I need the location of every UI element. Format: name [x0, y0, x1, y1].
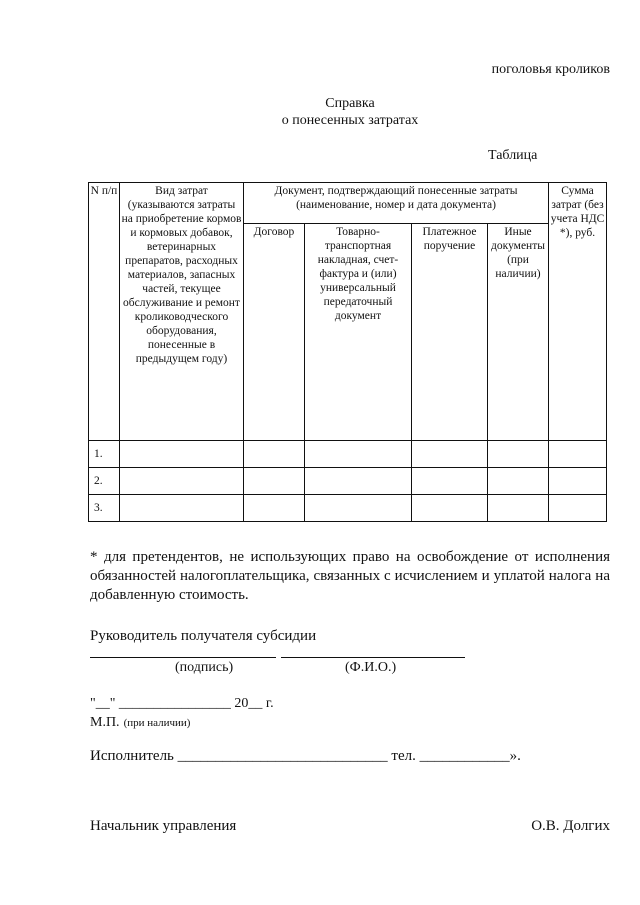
phone-line: ____________».	[419, 748, 521, 764]
stamp-note: (при наличии)	[123, 717, 191, 729]
header-other-docs: Иные документы (при наличии)	[488, 224, 549, 441]
table-cell	[488, 468, 549, 495]
date-line: "__" ________________ 20__ г.	[90, 696, 274, 711]
document-title: Справка	[325, 96, 375, 111]
executor-label: Исполнитель	[90, 748, 174, 764]
table-cell	[549, 441, 607, 468]
table-cell	[305, 495, 412, 522]
table-label: Таблица	[488, 148, 538, 163]
footnote: * для претендентов, не использующих право на освобождение от исполнения обязанностей налогоплательщика, связанных с исчислением и уплатой налога на добавленную стоимость.	[90, 549, 610, 603]
header-payment-order: Платежное поручение	[412, 224, 488, 441]
table-cell	[120, 495, 244, 522]
phone-label: тел.	[391, 748, 416, 764]
executor-line: ____________________________	[177, 748, 388, 764]
costs-table	[88, 182, 607, 522]
chief-title: Начальник управления	[90, 818, 237, 834]
table-row	[89, 468, 607, 495]
row-number: 2.	[89, 468, 120, 495]
signature-caption: (подпись)	[175, 660, 234, 675]
table-cell	[120, 441, 244, 468]
header-note: поголовья кроликов	[491, 62, 610, 77]
table-row	[89, 495, 607, 522]
name-caption: (Ф.И.О.)	[345, 660, 397, 675]
chief-name: О.В. Долгих	[531, 818, 610, 834]
header-sum: Сумма затрат (без учета НДС *), руб.	[549, 183, 607, 441]
table-cell	[412, 468, 488, 495]
table-cell	[549, 468, 607, 495]
table-cell	[244, 441, 305, 468]
table-cell	[244, 468, 305, 495]
table-cell	[305, 441, 412, 468]
table-cell	[412, 441, 488, 468]
document-subtitle: о понесенных затратах	[281, 113, 419, 128]
header-cost-type: Вид затрат (указываются затраты на приобретение кормов и кормовых добавок, ветеринарных препаратов, расходных материалов, запасных частей, текущее обслуживание и ремонт кролиководческого оборудования, понесенные в предыдущем году)	[120, 183, 244, 441]
stamp-label: М.П.	[90, 715, 120, 730]
header-waybill: Товарно-транспортная накладная, счет-фактура и (или) универсальный передаточный документ	[305, 224, 412, 441]
header-contract: Договор	[244, 224, 305, 441]
header-documents: Документ, подтверждающий понесенные затраты (наименование, номер и дата документа)	[244, 183, 549, 224]
name-line	[281, 657, 465, 658]
table-cell	[412, 495, 488, 522]
signature-line	[90, 657, 276, 658]
table-cell	[488, 441, 549, 468]
row-number: 1.	[89, 441, 120, 468]
head-label: Руководитель получателя субсидии	[90, 628, 317, 644]
row-number: 3.	[89, 495, 120, 522]
header-num: N п/п	[89, 183, 120, 441]
table-cell	[305, 468, 412, 495]
table-cell	[549, 495, 607, 522]
table-cell	[244, 495, 305, 522]
table-row	[89, 441, 607, 468]
table-cell	[120, 468, 244, 495]
table-cell	[488, 495, 549, 522]
executor-row	[90, 748, 521, 765]
